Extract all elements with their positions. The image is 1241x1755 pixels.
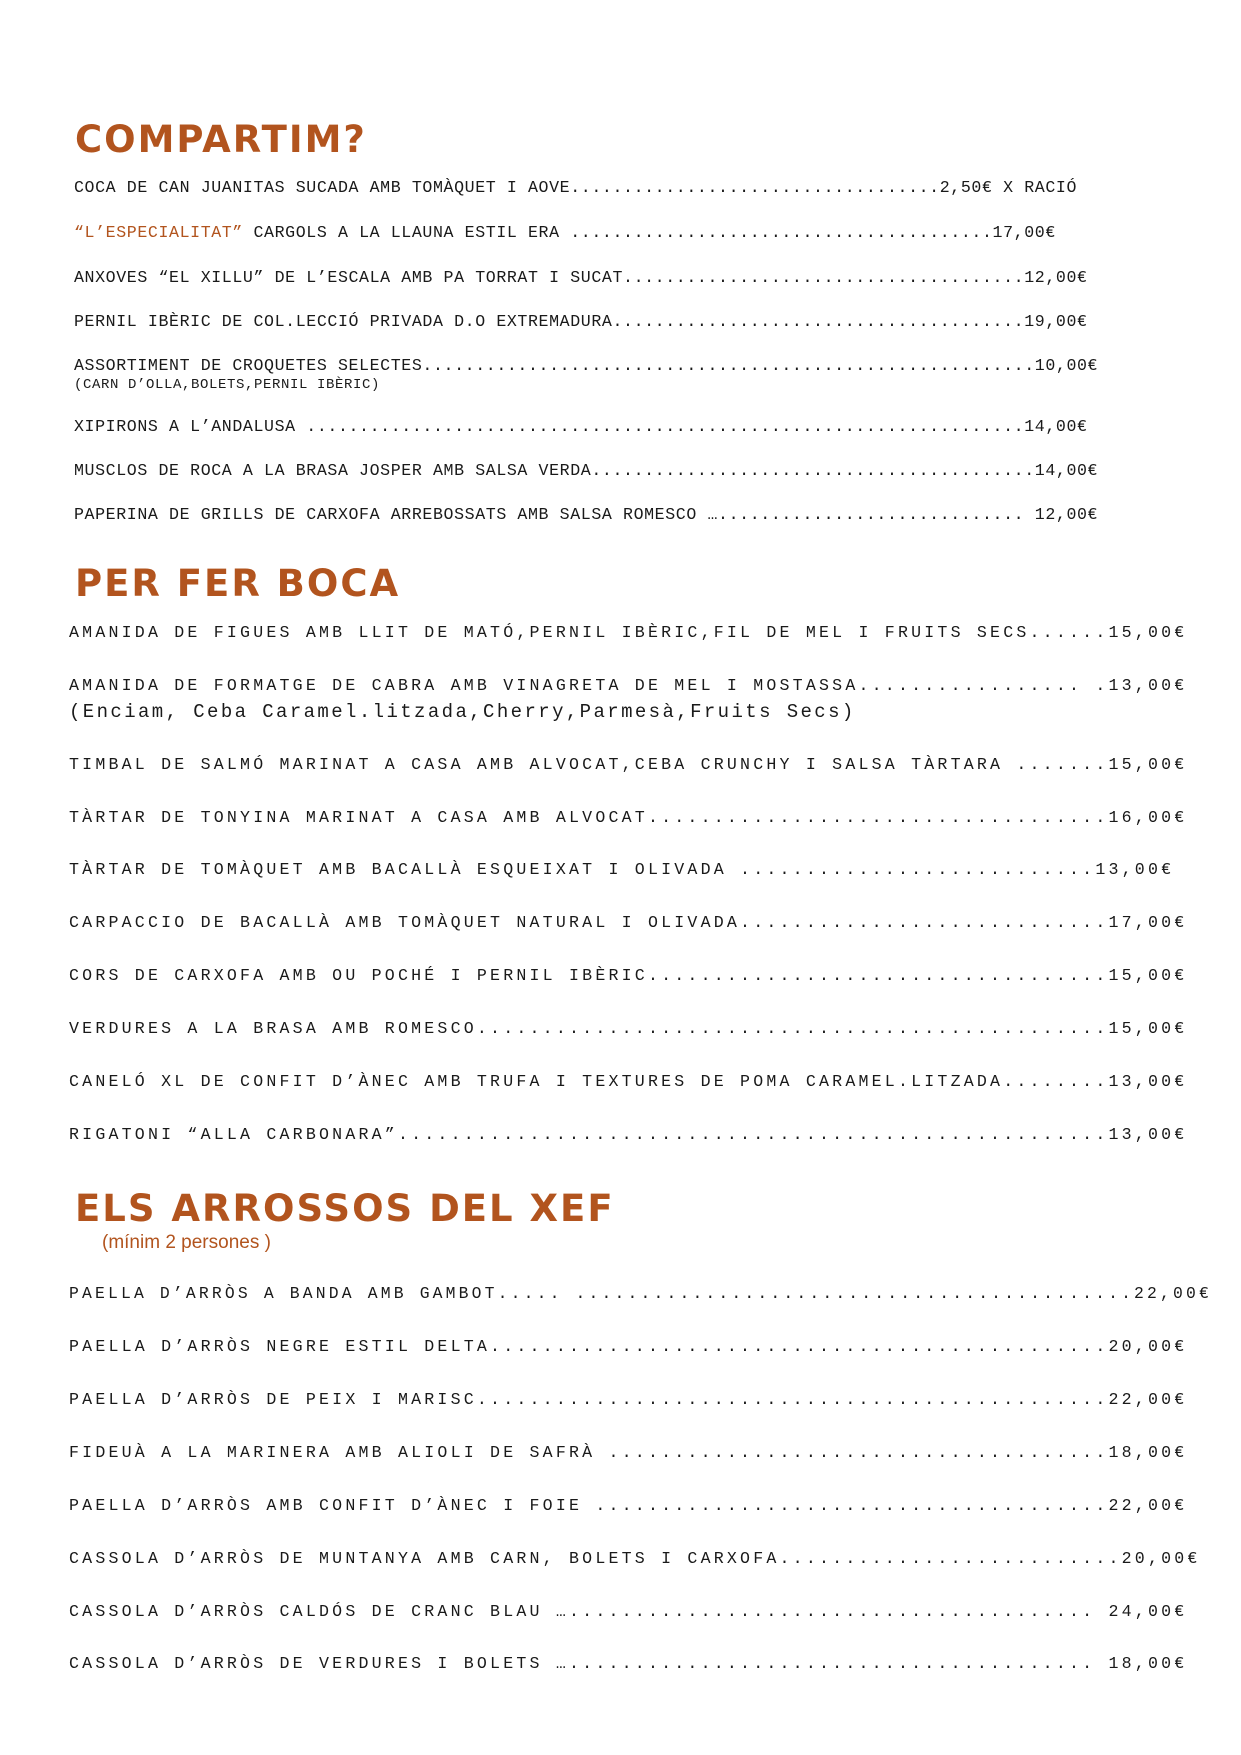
menu-item-text: CARGOLS A LA LLAUNA ESTIL ERA ........................................17,00€ — [242, 223, 1056, 242]
menu-item: FIDEUÀ A LA MARINERA AMB ALIOLI DE SAFRÀ ......................................18,00€ — [69, 1443, 1188, 1462]
menu-item: PAELLA D’ARRÒS NEGRE ESTIL DELTA...............................................20,00€ — [69, 1337, 1188, 1356]
menu-item: TÀRTAR DE TOMÀQUET AMB BACALLÀ ESQUEIXAT I OLIVADA ...........................13,00€ — [69, 860, 1175, 879]
menu-item: RIGATONI “ALLA CARBONARA”......................................................13,00€ — [69, 1125, 1188, 1144]
menu-item: CORS DE CARXOFA AMB OU POCHÉ I PERNIL IBÈRIC...................................15,00€ — [69, 966, 1188, 985]
menu-item: ANXOVES “EL XILLU” DE L’ESCALA AMB PA TORRAT I SUCAT......................................12,00€ — [74, 268, 1088, 287]
menu-item: VERDURES A LA BRASA AMB ROMESCO................................................15,00€ — [69, 1019, 1188, 1038]
menu-item: COCA DE CAN JUANITAS SUCADA AMB TOMÀQUET I AOVE...................................2,50€ X RACIÓ — [74, 178, 1077, 197]
menu-item: ASSORTIMENT DE CROQUETES SELECTES..........................................................10,00€ — [74, 356, 1099, 375]
menu-item: AMANIDA DE FIGUES AMB LLIT DE MATÓ,PERNIL IBÈRIC,FIL DE MEL I FRUITS SECS......15,00€ — [69, 623, 1188, 642]
section-title-per-fer-boca: PER FER BOCA — [75, 562, 401, 605]
menu-item: PAELLA D’ARRÒS DE PEIX I MARISC................................................22,00€ — [69, 1390, 1188, 1409]
menu-item: CASSOLA D’ARRÒS CALDÓS DE CRANC BLAU …........................................ 24,00€ — [69, 1602, 1188, 1621]
menu-item: CASSOLA D’ARRÒS DE VERDURES I BOLETS …........................................ 18,00€ — [69, 1654, 1188, 1673]
section-title-compartim: COMPARTIM? — [75, 118, 367, 161]
menu-item-note: (CARN D’OLLA,BOLETS,PERNIL IBÈRIC) — [74, 377, 381, 393]
section-subtitle: (mínim 2 persones ) — [102, 1232, 271, 1253]
menu-item: PERNIL IBÈRIC DE COL.LECCIÓ PRIVADA D.O EXTREMADURA.......................................19,00€ — [74, 312, 1088, 331]
menu-item — [74, 225, 1056, 242]
menu-item: TÀRTAR DE TONYINA MARINAT A CASA AMB ALVOCAT...................................16,00€ — [69, 808, 1188, 827]
menu-item: XIPIRONS A L’ANDALUSA ....................................................................14,00€ — [74, 417, 1088, 436]
menu-item-note: (Enciam, Ceba Caramel.litzada,Cherry,Parmesà,Fruits Secs) — [69, 701, 856, 723]
menu-item: PAPERINA DE GRILLS DE CARXOFA ARREBOSSATS AMB SALSA ROMESCO …............................. 12,00€ — [74, 505, 1099, 524]
section-title-arrossos: ELS ARROSSOS DEL XEF — [75, 1187, 615, 1230]
menu-item: TIMBAL DE SALMÓ MARINAT A CASA AMB ALVOCAT,CEBA CRUNCHY I SALSA TÀRTARA .......15,00€ — [69, 755, 1188, 774]
menu-item: PAELLA D’ARRÒS AMB CONFIT D’ÀNEC I FOIE .......................................22,00€ — [69, 1496, 1188, 1515]
specialty-label: “L’ESPECIALITAT” — [74, 223, 243, 242]
menu-item: CANELÓ XL DE CONFIT D’ÀNEC AMB TRUFA I TEXTURES DE POMA CARAMEL.LITZADA........13,00€ — [69, 1072, 1188, 1091]
menu-item: CASSOLA D’ARRÒS DE MUNTANYA AMB CARN, BOLETS I CARXOFA..........................20,00€ — [69, 1549, 1201, 1568]
menu-item: CARPACCIO DE BACALLÀ AMB TOMÀQUET NATURAL I OLIVADA............................17,00€ — [69, 913, 1188, 932]
menu-item: MUSCLOS DE ROCA A LA BRASA JOSPER AMB SALSA VERDA..........................................14,00€ — [74, 461, 1099, 480]
menu-item: AMANIDA DE FORMATGE DE CABRA AMB VINAGRETA DE MEL I MOSTASSA................. .13,00€ — [69, 676, 1188, 695]
menu-item: PAELLA D’ARRÒS A BANDA AMB GAMBOT..... ...........................................22,00€ — [69, 1284, 1212, 1303]
